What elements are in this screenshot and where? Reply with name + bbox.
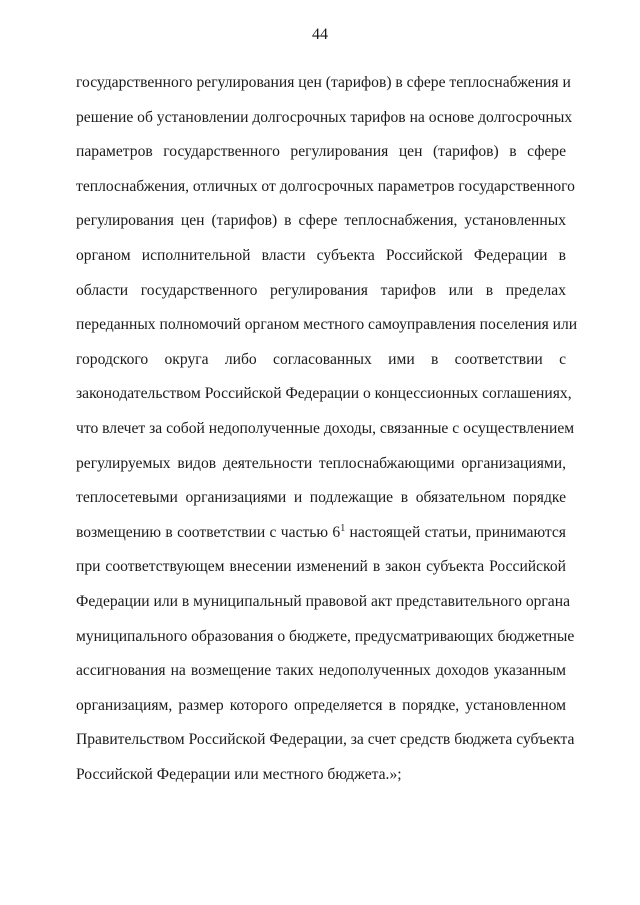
text-line: органом исполнительной власти субъекта Российской Федерации в bbox=[76, 246, 566, 264]
text-line: теплосетевыми организациями и подлежащие в обязательном порядке bbox=[76, 489, 566, 507]
text-fragment: возмещению в соответствии с частью 6 bbox=[76, 523, 341, 541]
page-number: 44 bbox=[312, 26, 328, 43]
text-line: регулирования цен (тарифов) в сфере теплоснабжения, установленных bbox=[76, 212, 566, 230]
text-line: регулируемых видов деятельности теплоснабжающими организациями, bbox=[76, 454, 566, 472]
superscript-mark: 1 bbox=[340, 522, 346, 534]
document-body bbox=[76, 66, 578, 792]
text-line: муниципального образования о бюджете, предусматривающих бюджетные bbox=[76, 627, 575, 645]
text-line-last: Российской Федерации или местного бюджета.»; bbox=[76, 765, 402, 783]
text-line: Правительством Российской Федерации, за счет средств бюджета субъекта bbox=[76, 731, 575, 749]
text-line: при соответствующем внесении изменений в закон субъекта Российской bbox=[76, 558, 566, 576]
text-line: Федерации или в муниципальный правовой акт представительного органа bbox=[76, 592, 570, 610]
text-line: ассигнования на возмещение таких недополученных доходов указанным bbox=[76, 662, 566, 680]
text-line: законодательством Российской Федерации о концессионных соглашениях, bbox=[76, 385, 572, 403]
text-line: государственного регулирования цен (тарифов) в сфере теплоснабжения и bbox=[76, 74, 571, 91]
text-line: организациям, размер которого определяется в порядке, установленном bbox=[76, 696, 566, 714]
text-line: области государственного регулирования тарифов или в пределах bbox=[76, 281, 566, 299]
text-line: теплоснабжения, отличных от долгосрочных параметров государственного bbox=[76, 177, 575, 195]
text-line: переданных полномочий органом местного самоуправления поселения или bbox=[76, 316, 578, 334]
text-line-with-superscript bbox=[76, 516, 566, 551]
text-fragment: настоящей статьи, принимаются bbox=[345, 523, 566, 541]
text-line: решение об установлении долгосрочных тарифов на основе долгосрочных bbox=[76, 108, 573, 126]
text-line: что влечет за собой недополученные доходы, связанные с осуществлением bbox=[76, 419, 575, 437]
text-line: параметров государственного регулирования цен (тарифов) в сфере bbox=[76, 143, 566, 161]
text-line: городского округа либо согласованных ими в соответствии с bbox=[76, 350, 566, 368]
